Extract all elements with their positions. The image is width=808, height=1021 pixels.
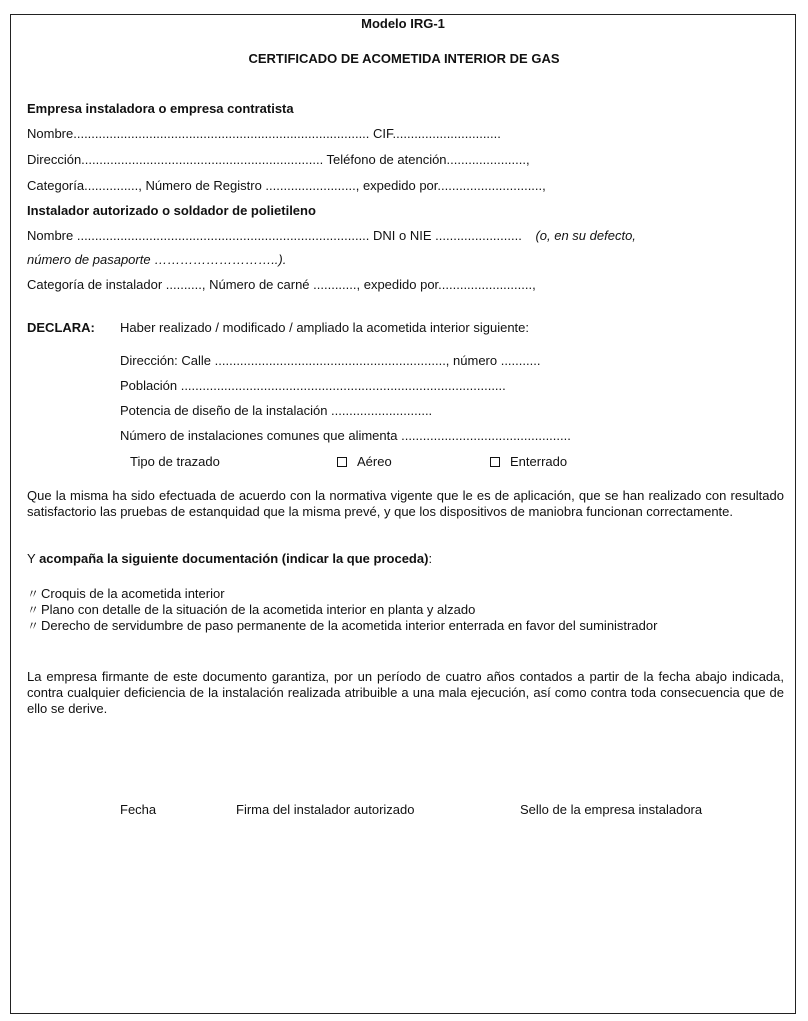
company-category-line: Categoría..............., Número de Registro ........................., expedido por............................., (27, 178, 546, 193)
guarantee-paragraph: La empresa firmante de este documento garantiza, por un período de cuatro años contados a partir de la fecha abajo indicada, contra cualquier deficiencia de la instalación realizada atribuible a una mala ejecución, así como contra toda consecuencia que de ello se derive. (27, 669, 784, 716)
route-label: Tipo de trazado (130, 454, 220, 469)
installer-category-line: Categoría de instalador .........., Número de carné ............, expedido por.........................., (27, 277, 536, 292)
installer-name-line (27, 228, 636, 243)
company-heading: Empresa instaladora o empresa contratista (27, 101, 294, 116)
doc-item-label: Derecho de servidumbre de paso permanente de la acometida interior enterrada en favor del suministrador (41, 618, 658, 633)
declara-power: Potencia de diseño de la instalación ............................ (120, 403, 433, 418)
declara-text: Haber realizado / modificado / ampliado la acometida interior siguiente: (120, 320, 529, 335)
doc-item (27, 601, 475, 618)
docs-intro-post: : (428, 551, 433, 566)
route-option-aereo[interactable] (337, 454, 392, 469)
declara-address: Dirección: Calle ................................................................, número ........... (120, 353, 541, 368)
docs-intro-pre: Y (27, 551, 40, 566)
company-address-line: Dirección................................................................... Teléfono de atención......................, (27, 152, 530, 167)
docs-intro-bold: acompaña la siguiente documentación (indicar la que proceda) (39, 551, 429, 566)
form-title: CERTIFICADO DE ACOMETIDA INTERIOR DE GAS (248, 51, 560, 66)
installer-heading: Instalador autorizado o soldador de polietileno (27, 203, 316, 218)
declara-count: Número de instalaciones comunes que alimenta ............................................... (120, 428, 571, 443)
route-option-enterrado[interactable] (490, 454, 567, 469)
declara-town: Población .......................................................................................... (120, 378, 506, 393)
company-name-line: Nombre.................................................................................. CIF.............................. (27, 126, 501, 141)
check-mark-icon: 〃 (27, 619, 40, 633)
checkbox-icon[interactable] (337, 457, 347, 467)
installer-name-text: Nombre ................................................................................. DNI o NIE ........................ (27, 228, 522, 243)
doc-item-label: Croquis de la acometida interior (41, 586, 225, 601)
route-option-aereo-label: Aéreo (357, 454, 392, 469)
conformity-paragraph: Que la misma ha sido efectuada de acuerdo con la normativa vigente que le es de aplicación, que se han realizado con resultado satisfactorio las pruebas de estanquidad que la misma prevé, y que los dispositivos de maniobra funcionan correctamente. (27, 488, 784, 519)
doc-item-label: Plano con detalle de la situación de la acometida interior en planta y alzado (41, 602, 476, 617)
installer-signature-label: Firma del instalador autorizado (236, 802, 415, 817)
checkbox-icon[interactable] (490, 457, 500, 467)
model-code: Modelo IRG-1 (361, 16, 445, 31)
doc-item (27, 585, 225, 602)
date-label: Fecha (120, 802, 157, 817)
doc-item (27, 617, 657, 634)
check-mark-icon: 〃 (27, 603, 40, 617)
check-mark-icon: 〃 (27, 587, 40, 601)
installer-name-alt: (o, en su defecto, (535, 228, 636, 243)
header-bar (10, 14, 796, 34)
route-option-enterrado-label: Enterrado (510, 454, 568, 469)
company-stamp-label: Sello de la empresa instaladora (520, 802, 703, 817)
installer-passport-line: número de pasaporte ………………………..). (27, 252, 287, 267)
declara-label: DECLARA: (27, 320, 95, 335)
docs-intro (27, 551, 432, 566)
